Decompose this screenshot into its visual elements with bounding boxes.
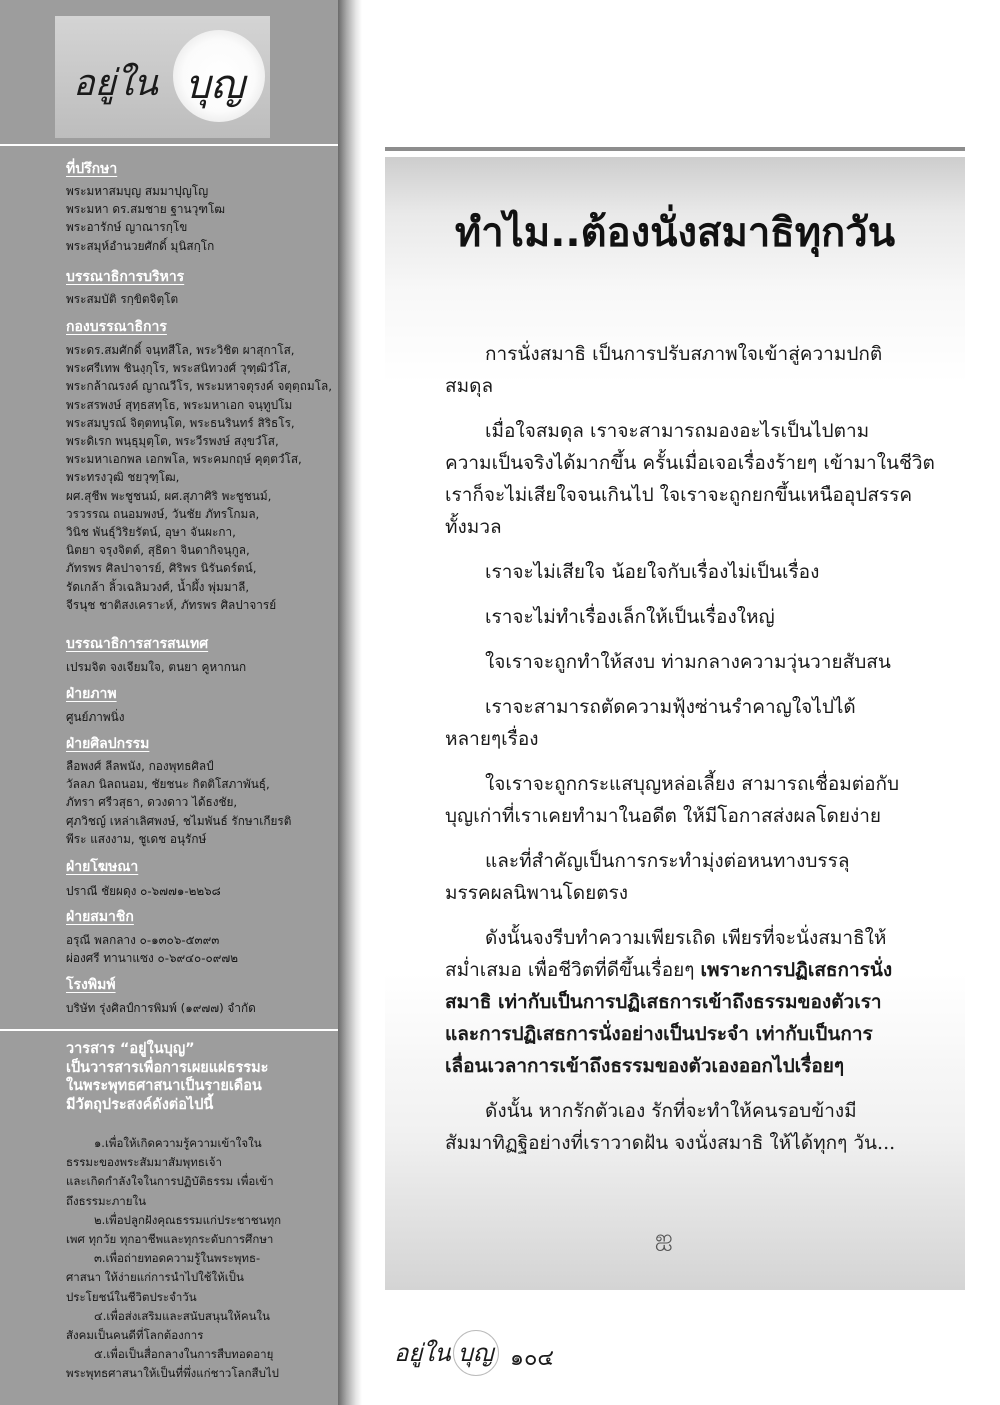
about-title — [66, 1040, 336, 1114]
about-line: ๒.เพื่อปลูกฝังคุณธรรมแก่ประชาชนทุก — [94, 1212, 282, 1227]
masthead-sidebar — [0, 0, 338, 1405]
sidebar-divider — [0, 1029, 338, 1031]
article-title: ทำไม..ต้องนั่งสมาธิทุกวัน — [454, 210, 896, 256]
footer-logo-part1: อยู่ใน — [394, 1339, 451, 1367]
article-line: บุญเก่าที่เราเคยทำมาในอดีต ให้มีโอกาสส่งผลโดยง่าย — [445, 805, 882, 827]
staff-line: ศุภวิชญ์ เหล่าเลิศพงษ์, ชไมพันธ์ รักษาเกียรติ — [66, 813, 292, 828]
article-line-text: สม่ำเสมอ เพื่อชีวิตที่ดีขึ้นเรื่อยๆ — [445, 959, 701, 981]
sidebar-divider — [0, 144, 338, 146]
staff-line: ผ่องศรี ทานาแซง ๐-๖๙๔๐-๐๙๗๒ — [66, 951, 238, 966]
lotus-ornament-icon: ஐ — [655, 1226, 673, 1251]
staff-line: พระศรีเทพ ชินงฺกุโร, พระสนิทวงศ์ วุฑฺฒิวํโส, — [66, 361, 291, 376]
section-title-advisors: ที่ปรึกษา — [66, 161, 118, 177]
staff-line: พีระ แสงงาม, ชูเดช อนุรักษ์ — [66, 831, 207, 846]
article-emphasis: เพราะการปฏิเสธการนั่ง — [700, 959, 893, 981]
about-line: พระพุทธศาสนาให้เป็นที่พึ่งแก่ชาวโลกสืบไป — [66, 1366, 279, 1381]
staff-line: พระดร.สมศักดิ์ จนฺทสีโล, พระวิชิต ผาสุกาโส, — [66, 343, 295, 357]
article-paragraph — [445, 415, 945, 543]
staff-line: พระสมบัติ รกฺขิตจิตฺโต — [66, 292, 179, 306]
about-title-line: เป็นวารสารเพื่อการเผยแผ่ธรรมะ — [66, 1059, 269, 1076]
sidebar-shadow — [338, 0, 362, 1405]
article-paragraph — [445, 691, 945, 755]
section-title-photo: ฝ่ายภาพ — [66, 686, 117, 702]
magazine-logo — [55, 16, 270, 138]
article-paragraph — [445, 601, 945, 633]
article-line: ดังนั้น หากรักตัวเอง รักที่จะทำให้คนรอบข้างมี — [485, 1100, 857, 1122]
section-title-art: ฝ่ายศิลปกรรม — [66, 736, 150, 752]
staff-line: บริษัท รุ่งศิลป์การพิมพ์ (๑๙๗๗) จำกัด — [66, 1001, 256, 1015]
article-line: ดังนั้นจงรีบทำความเพียรเถิด เพียรที่จะนั่งสมาธิให้ — [485, 927, 887, 949]
staff-line: เปรมจิต จงเจียมใจ, ตนยา คูหากนก — [66, 660, 247, 674]
about-title-line: ในพระพุทธศาสนาเป็นรายเดือน — [66, 1078, 262, 1094]
article-line: ใจเราจะถูกกระแสบุญหล่อเลี้ยง สามารถเชื่อมต่อกับ — [485, 773, 900, 795]
article-line: และการปฏิเสธการนั่งอย่างเป็นประจำ เท่ากับเป็นการ — [445, 1023, 873, 1045]
article-line: สัมมาทิฏฐิอย่างที่เราวาดฝัน จงนั่งสมาธิ ให้ได้ทุกๆ วัน... — [445, 1132, 896, 1154]
about-line: ประโยชน์ในชีวิตประจำวัน — [66, 1289, 197, 1304]
section-body-art — [66, 757, 326, 848]
section-body-photo — [66, 708, 326, 726]
section-title-editorial-board: กองบรรณาธิการ — [66, 319, 167, 335]
about-line: ธรรมะของพระสัมมาสัมพุทธเจ้า — [66, 1155, 222, 1170]
article-line: หลายๆเรื่อง — [445, 728, 539, 750]
staff-line: จีรนุช ชาติสงเคราะห์, ภัทรพร ศิลปาจารย์ — [66, 597, 277, 612]
article-paragraph — [445, 922, 945, 1082]
about-body — [66, 1134, 338, 1384]
article-line: การนั่งสมาธิ เป็นการปรับสภาพใจเข้าสู่ความปกติ — [485, 343, 883, 365]
about-line: ถึงธรรมะภายใน — [66, 1193, 146, 1208]
about-line: สังคมเป็นคนดีที่โลกต้องการ — [66, 1328, 204, 1343]
staff-line: พระมหา ดร.สมชาย ฐานวุฑโฒ — [66, 202, 225, 217]
article-paragraph — [445, 556, 945, 588]
page-number: ๑๐๔ — [510, 1346, 555, 1371]
section-body-executive-editor — [66, 290, 326, 308]
staff-line: วินิช พันธุ์วิริยรัตน์, อุษา จันผะกา, — [66, 525, 236, 540]
article-line: และที่สำคัญเป็นการกระทำมุ่งต่อหนทางบรรลุ — [485, 850, 850, 872]
about-title-line: วารสาร “อยู่ในบุญ” — [66, 1041, 195, 1057]
section-title-executive-editor: บรรณาธิการบริหาร — [66, 269, 185, 285]
section-body-membership — [66, 931, 326, 967]
staff-line: พระทรงวุฒิ ชยวุฑฺโฒ, — [66, 470, 180, 485]
about-title-line: มีวัตถุประสงค์ดังต่อไปนี้ — [66, 1096, 214, 1113]
section-title-information-editor: บรรณาธิการสารสนเทศ — [66, 636, 209, 652]
staff-line: ศูนย์ภาพนิ่ง — [66, 710, 125, 724]
staff-line: พระอารักษ์ ญาณารกฺโข — [66, 220, 188, 235]
staff-line: พระกล้าณรงค์ ญาณวีโร, พระมหาจตุรงค์ จตุตฺถมโล, — [66, 379, 332, 394]
section-body-printer — [66, 999, 326, 1017]
about-line: ๔.เพื่อส่งเสริมและสนับสนุนให้คนใน — [94, 1308, 270, 1323]
staff-line: วรวรรณ ถนอมพงษ์, วันชัย ภัทรโกมล, — [66, 506, 260, 521]
staff-line: พระสรพงษ์ สุทฺธสทฺโธ, พระมหาเอก จนฺทูปโม — [66, 397, 293, 412]
footer-logo — [394, 1330, 499, 1376]
staff-line: รัดเกล้า ลิ้วเฉลิมวงศ์, น้ำผึ้ง พุ่มมาลี, — [66, 579, 250, 594]
footer-logo-part2: บุญ — [453, 1330, 499, 1376]
article-line — [445, 954, 945, 986]
article-line: เราก็จะไม่เสียใจจนเกินไป ใจเราจะถูกยกขึ้นเหนืออุปสรรค — [445, 484, 913, 506]
about-line: เพศ ทุกวัย ทุกอาชีพและทุกระดับการศึกษา — [66, 1232, 274, 1247]
logo-text-part1: อยู่ใน — [73, 63, 158, 104]
article-line: ใจเราจะถูกทำให้สงบ ท่ามกลางความวุ่นวายสับสน — [485, 651, 891, 673]
about-line: ๑.เพื่อให้เกิดความรู้ความเข้าใจใน — [94, 1136, 262, 1150]
article-paragraph — [445, 338, 945, 402]
article-paragraph — [445, 845, 945, 909]
article-line: ความเป็นจริงได้มากขึ้น ครั้นเมื่อเจอเรื่องร้ายๆ เข้ามาในชีวิต — [445, 452, 935, 474]
article-paragraph — [445, 768, 945, 832]
section-title-advertising: ฝ่ายโฆษณา — [66, 859, 139, 875]
section-body-advisors — [66, 182, 326, 255]
article-line: เราจะสามารถตัดความฟุ้งซ่านรำคาญใจไปได้ — [485, 696, 856, 718]
staff-line: พระสมุห์อำนวยศักดิ์ มุนิสกฺโก — [66, 238, 215, 253]
staff-line: พระสมบูรณ์ จิตฺตทนฺโต, พระธนรินทร์ สิริธโร, — [66, 415, 295, 430]
section-body-advertising — [66, 882, 326, 900]
article-line: เราจะไม่เสียใจ น้อยใจกับเรื่องไม่เป็นเรื่อง — [485, 561, 820, 583]
staff-line: พระมหาสมบุญ สมมาปุญโญ — [66, 184, 209, 198]
article-line: เมื่อใจสมดุล เราจะสามารถมองอะไรเป็นไปตาม — [485, 420, 870, 442]
about-line: ๓.เพื่อถ่ายทอดความรู้ในพระพุทธ- — [94, 1251, 261, 1266]
article-paragraph — [445, 1095, 945, 1159]
about-line: และเกิดกำลังใจในการปฏิบัติธรรม เพื่อเข้า — [66, 1174, 274, 1189]
section-body-information-editor — [66, 658, 326, 676]
staff-line: ภัทรพร ศิลปาจารย์, ศิริพร นิรันดร์ตน์, — [66, 561, 257, 576]
logo-text-part2: บุญ — [185, 62, 245, 108]
article-paragraph — [445, 646, 945, 678]
article-top-rule — [385, 147, 965, 151]
staff-line: ลือพงศ์ ลีลพนัง, กองพุทธศิลป์ — [66, 759, 214, 773]
section-body-editorial-board — [66, 341, 332, 614]
article-line: ทั้งมวล — [445, 516, 502, 538]
staff-line: ภัทรา ศรีวสุธา, ดวงดาว ได้ธงชัย, — [66, 795, 238, 810]
about-line: ๕.เพื่อเป็นสื่อกลางในการสืบทอดอายุ — [94, 1347, 274, 1362]
staff-line: ผศ.สุชีพ พะชูชนม์, ผศ.สุภาศิริ พะชูชนม์, — [66, 488, 272, 503]
staff-line: พระดิเรก พนฺธุมุตฺโต, พระวีรพงษ์ สงฺขวํโส, — [66, 434, 279, 449]
staff-line: พระมหาเอกพล เอกพโล, พระคมกฤษ์ คุตฺตวํโส, — [66, 452, 302, 467]
staff-line: อรุณี พลกลาง ๐-๑๓๐๖-๕๓๙๓ — [66, 933, 220, 947]
staff-line: นิตยา จรุงจิตต์, สุธิดา จินดากิจนุกูล, — [66, 543, 250, 558]
staff-line: ปราณี ชัยผดุง ๐-๖๗๗๑-๒๒๖๘ — [66, 884, 221, 898]
article-line: เลื่อนเวลาการเข้าถึงธรรมของตัวเองออกไปเรื่อยๆ — [445, 1055, 845, 1077]
section-title-membership: ฝ่ายสมาชิก — [66, 909, 134, 925]
section-title-printer: โรงพิมพ์ — [66, 977, 116, 993]
about-line: ศาสนา ให้ง่ายแก่การนำไปใช้ให้เป็น — [66, 1270, 244, 1285]
article-line: สมาธิ เท่ากับเป็นการปฏิเสธการเข้าถึงธรรมของตัวเรา — [445, 991, 882, 1013]
staff-line: วัลลภ นิลถนอม, ชัยชนะ กิตติโสภาพันธุ์, — [66, 777, 270, 792]
article-line: เราจะไม่ทำเรื่องเล็กให้เป็นเรื่องใหญ่ — [485, 606, 775, 628]
article-body — [445, 338, 945, 1172]
article-line: มรรคผลนิพานโดยตรง — [445, 882, 629, 904]
article-line: สมดุล — [445, 375, 494, 397]
